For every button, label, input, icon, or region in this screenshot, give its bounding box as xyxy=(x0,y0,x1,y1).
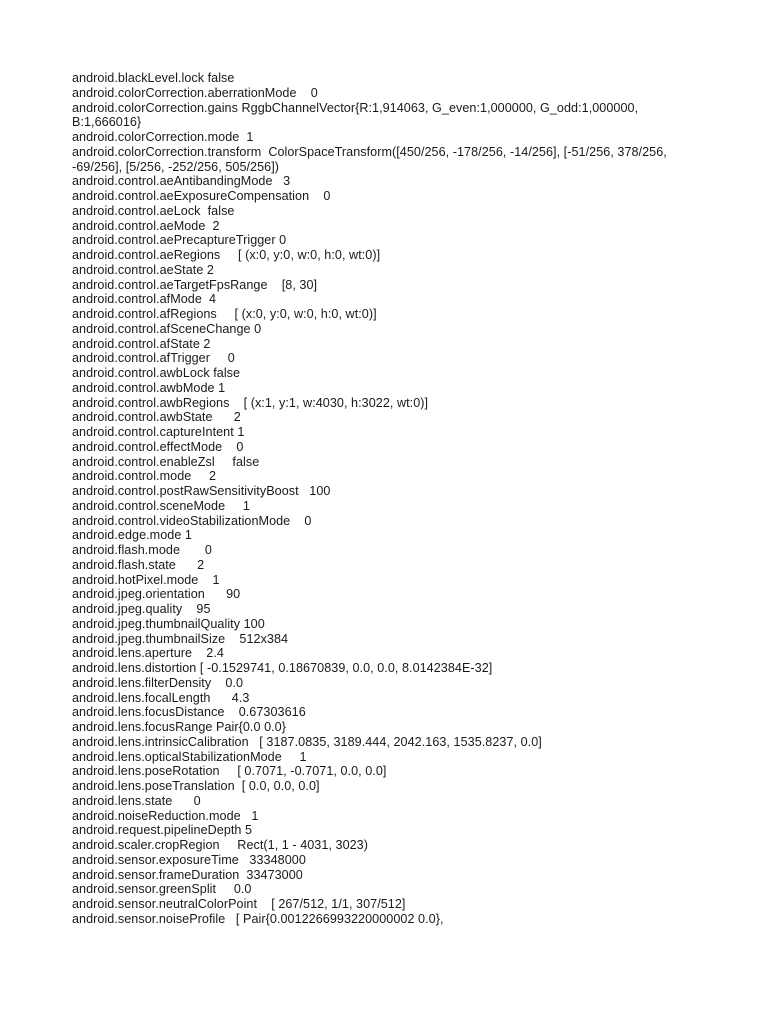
metadata-line: android.lens.aperture 2.4 xyxy=(72,646,224,661)
metadata-line: android.blackLevel.lock false xyxy=(72,71,235,85)
metadata-line: android.control.effectMode 0 xyxy=(72,439,244,454)
metadata-line: android.lens.intrinsicCalibration [ 3187.0835, 3189.444, 2042.163, 1535.8237, 0.0] xyxy=(72,734,542,749)
metadata-line: android.control.awbState 2 xyxy=(72,410,241,425)
metadata-line: android.colorCorrection.mode 1 xyxy=(72,130,254,144)
metadata-line: android.control.aeRegions [ (x:0, y:0, w:0, h:0, wt:0)] xyxy=(72,248,381,262)
metadata-line: android.lens.filterDensity 0.0 xyxy=(72,675,244,690)
metadata-line: android.control.afState 2 xyxy=(72,336,211,351)
metadata-line: android.control.mode 2 xyxy=(72,469,217,484)
metadata-line: android.control.sceneMode 1 xyxy=(72,498,250,513)
metadata-line: android.control.aeExposureCompensation 0 xyxy=(72,189,331,203)
metadata-line: android.flash.state 2 xyxy=(72,557,205,572)
metadata-line: android.sensor.exposureTime 33348000 xyxy=(72,852,306,867)
metadata-line: android.control.afRegions [ (x:0, y:0, w:0, h:0, wt:0)] xyxy=(72,307,377,321)
metadata-line: android.colorCorrection.transform ColorSpaceTransform([450/256, -178/256, -14/256], [-51/256, 378/256, -69/256], [5/256, -252/256, 505/256]) xyxy=(72,144,671,174)
metadata-line: android.lens.distortion [ -0.1529741, 0.18670839, 0.0, 0.0, 8.0142384E-32] xyxy=(72,661,493,675)
metadata-line: android.edge.mode 1 xyxy=(72,528,192,543)
metadata-line: android.colorCorrection.gains RggbChannelVector{R:1,914063, G_even:1,000000, G_odd:1,000000, B:1,666016} xyxy=(72,100,642,130)
metadata-line: android.control.awbMode 1 xyxy=(72,380,226,395)
metadata-line: android.lens.poseRotation [ 0.7071, -0.7071, 0.0, 0.0] xyxy=(72,764,387,779)
metadata-line: android.control.aePrecaptureTrigger 0 xyxy=(72,233,287,248)
metadata-line: android.hotPixel.mode 1 xyxy=(72,572,220,587)
metadata-line: android.colorCorrection.aberrationMode 0 xyxy=(72,85,318,100)
metadata-line: android.control.postRawSensitivityBoost 100 xyxy=(72,484,331,498)
metadata-line: android.control.awbLock false xyxy=(72,366,241,380)
metadata-document xyxy=(72,71,702,927)
metadata-line: android.request.pipelineDepth 5 xyxy=(72,823,253,838)
metadata-line: android.lens.focusDistance 0.67303616 xyxy=(72,705,306,720)
metadata-line: android.sensor.noiseProfile [ Pair{0.0012266993220000002 0.0}, xyxy=(72,911,444,926)
metadata-line: android.control.captureIntent 1 xyxy=(72,425,245,439)
metadata-line: android.jpeg.quality 95 xyxy=(72,602,211,616)
metadata-line: android.sensor.frameDuration 33473000 xyxy=(72,867,303,882)
metadata-line: android.control.aeAntibandingMode 3 xyxy=(72,174,291,189)
metadata-line: android.control.aeLock false xyxy=(72,203,235,218)
metadata-line: android.control.aeMode 2 xyxy=(72,218,220,233)
metadata-line: android.jpeg.thumbnailQuality 100 xyxy=(72,616,265,631)
metadata-line: android.flash.mode 0 xyxy=(72,543,212,557)
metadata-line: android.lens.opticalStabilizationMode 1 xyxy=(72,749,307,764)
metadata-line: android.jpeg.orientation 90 xyxy=(72,587,241,602)
metadata-line: android.sensor.greenSplit 0.0 xyxy=(72,882,252,897)
metadata-line: android.control.aeTargetFpsRange [8, 30] xyxy=(72,277,318,292)
metadata-line: android.sensor.neutralColorPoint [ 267/512, 1/1, 307/512] xyxy=(72,897,406,911)
metadata-line: android.scaler.cropRegion Rect(1, 1 - 4031, 3023) xyxy=(72,838,368,852)
metadata-line: android.control.awbRegions [ (x:1, y:1, w:4030, h:3022, wt:0)] xyxy=(72,395,429,410)
metadata-line: android.control.afSceneChange 0 xyxy=(72,321,262,336)
metadata-line: android.control.afMode 4 xyxy=(72,292,217,307)
metadata-line: android.control.enableZsl false xyxy=(72,454,260,469)
metadata-line: android.control.aeState 2 xyxy=(72,262,214,277)
metadata-line: android.lens.poseTranslation [ 0.0, 0.0, 0.0] xyxy=(72,779,320,793)
metadata-line: android.noiseReduction.mode 1 xyxy=(72,808,259,823)
metadata-line: android.control.videoStabilizationMode 0 xyxy=(72,513,312,528)
metadata-line: android.lens.focusRange Pair{0.0 0.0} xyxy=(72,720,286,734)
metadata-line: android.jpeg.thumbnailSize 512x384 xyxy=(72,631,289,646)
metadata-line: android.control.afTrigger 0 xyxy=(72,351,235,366)
metadata-line: android.lens.focalLength 4.3 xyxy=(72,690,250,705)
metadata-line: android.lens.state 0 xyxy=(72,793,201,808)
